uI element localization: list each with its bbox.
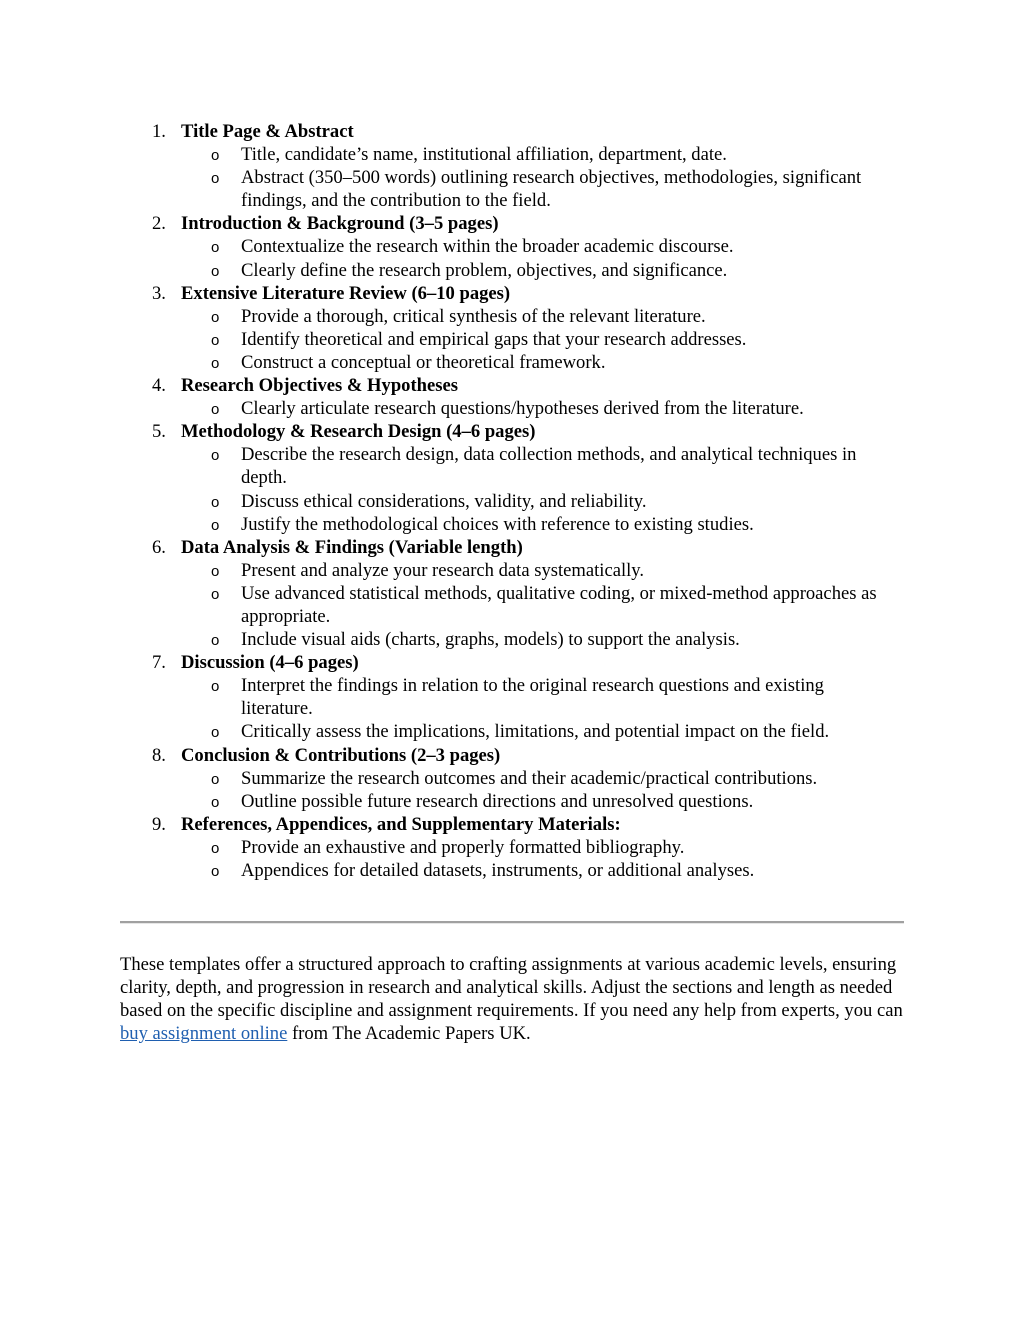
section-number: 8. — [152, 744, 166, 766]
section-number: 4. — [152, 375, 166, 397]
bullet-text: Clearly define the research problem, objectives, and significance. — [241, 259, 728, 281]
bullet-marker: o — [211, 863, 220, 880]
closing-text-after: from The Academic Papers UK. — [287, 1023, 531, 1045]
section-heading — [0, 651, 1024, 674]
bullet-text: Summarize the research outcomes and their academic/practical contributions. — [241, 767, 818, 789]
bullet-marker: o — [211, 239, 220, 257]
section-number: 9. — [152, 813, 166, 835]
bullet-text: Construct a conceptual or theoretical framework. — [241, 351, 606, 373]
bullet-item — [0, 166, 1024, 212]
section-title: Data Analysis & Findings (Variable length) — [181, 536, 523, 558]
bullet-marker: o — [211, 493, 220, 511]
bullet-marker: o — [211, 170, 220, 188]
closing-paragraph — [120, 953, 910, 1045]
bullet-text: Provide an exhaustive and properly formatted bibliography. — [241, 836, 685, 858]
bullet-text: Outline possible future research directions and unresolved questions. — [241, 790, 754, 812]
outline-section — [0, 536, 1024, 651]
bullet-item — [0, 259, 1024, 282]
section-title: Extensive Literature Review (6–10 pages) — [181, 282, 511, 304]
bullet-item — [0, 443, 1024, 489]
bullet-marker: o — [211, 839, 220, 857]
bullet-marker: o — [211, 632, 220, 650]
section-number: 5. — [152, 421, 166, 443]
bullet-text: Appendices for detailed datasets, instruments, or additional analyses. — [241, 860, 755, 881]
bullet-text: Clearly articulate research questions/hypotheses derived from the literature. — [241, 398, 804, 420]
outline-section — [0, 813, 1024, 882]
section-heading — [0, 813, 1024, 836]
buy-assignment-link[interactable]: buy assignment online — [120, 1023, 288, 1045]
bullet-item — [0, 328, 1024, 351]
section-heading — [0, 536, 1024, 559]
bullet-text: Use advanced statistical methods, qualitative coding, or mixed-method approaches as appropriate. — [241, 582, 877, 627]
bullet-marker: o — [211, 724, 220, 742]
bullet-marker: o — [211, 308, 220, 326]
section-number: 2. — [152, 213, 166, 235]
section-title: Methodology & Research Design (4–6 pages) — [181, 421, 536, 443]
outline-section — [0, 212, 1024, 281]
bullet-marker: o — [211, 793, 220, 811]
bullet-marker: o — [211, 585, 220, 603]
bullet-item — [0, 235, 1024, 258]
bullet-text: Identify theoretical and empirical gaps that your research addresses. — [241, 328, 747, 350]
section-title: Title Page & Abstract — [181, 121, 354, 142]
section-title: Research Objectives & Hypotheses — [181, 375, 458, 397]
bullet-item — [0, 790, 1024, 813]
bullet-marker: o — [211, 147, 220, 165]
section-heading — [0, 212, 1024, 235]
bullet-text: Present and analyze your research data systematically. — [241, 559, 645, 581]
bullet-item — [0, 513, 1024, 536]
section-number: 6. — [152, 536, 166, 558]
section-number: 7. — [152, 652, 166, 674]
bullet-item — [0, 143, 1024, 166]
bullet-text: Contextualize the research within the broader academic discourse. — [241, 236, 734, 258]
bullet-marker: o — [211, 401, 220, 419]
section-number: 1. — [152, 121, 166, 142]
outline-section — [0, 420, 1024, 535]
outline-section — [0, 744, 1024, 813]
section-title: References, Appendices, and Supplementary Materials: — [181, 813, 621, 835]
assignment-outline — [0, 120, 1024, 882]
bullet-text: Provide a thorough, critical synthesis of the relevant literature. — [241, 305, 706, 327]
bullet-marker: o — [211, 678, 220, 696]
bullet-text: Include visual aids (charts, graphs, models) to support the analysis. — [241, 629, 740, 651]
bullet-item — [0, 582, 1024, 628]
bullet-marker: o — [211, 516, 220, 534]
bullet-text: Title, candidate’s name, institutional affiliation, department, date. — [241, 144, 727, 166]
bullet-item — [0, 305, 1024, 328]
bullet-item — [0, 490, 1024, 513]
section-heading — [0, 420, 1024, 443]
bullet-text: Abstract (350–500 words) outlining research objectives, methodologies, significant findings, and the contribution to the field. — [241, 167, 862, 212]
section-heading — [0, 282, 1024, 305]
section-title: Discussion (4–6 pages) — [181, 652, 359, 674]
bullet-item — [0, 859, 1024, 882]
section-heading — [0, 120, 1024, 143]
section-title: Conclusion & Contributions (2–3 pages) — [181, 744, 501, 766]
bullet-item — [0, 351, 1024, 374]
bullet-text: Justify the methodological choices with reference to existing studies. — [241, 513, 754, 535]
bullet-marker: o — [211, 354, 220, 372]
bullet-item — [0, 767, 1024, 790]
section-heading — [0, 374, 1024, 397]
bullet-text: Interpret the findings in relation to the original research questions and existing literature. — [241, 675, 824, 720]
bullet-item — [0, 559, 1024, 582]
bullet-marker: o — [211, 447, 220, 465]
outline-section — [0, 374, 1024, 420]
bullet-text: Discuss ethical considerations, validity, and reliability. — [241, 490, 647, 512]
bullet-item — [0, 628, 1024, 651]
closing-text-before: These templates offer a structured approach to crafting assignments at various academic levels, ensuring clarity, depth, and progression in research and analytical skills. Adjust the sections and length as needed based on the specific discipline and assignment requirements. If you need any help from experts, you can — [120, 954, 903, 1022]
section-title: Introduction & Background (3–5 pages) — [181, 213, 499, 235]
bullet-marker: o — [211, 262, 220, 280]
bullet-text: Critically assess the implications, limitations, and potential impact on the field. — [241, 721, 830, 743]
bullet-marker: o — [211, 331, 220, 349]
outline-section — [0, 282, 1024, 374]
bullet-item — [0, 397, 1024, 420]
bullet-item — [0, 720, 1024, 743]
section-heading — [0, 744, 1024, 767]
horizontal-rule — [120, 921, 904, 924]
outline-section — [0, 120, 1024, 212]
bullet-marker: o — [211, 770, 220, 788]
bullet-item — [0, 674, 1024, 720]
bullet-item — [0, 836, 1024, 859]
outline-section — [0, 651, 1024, 743]
section-number: 3. — [152, 282, 166, 304]
bullet-marker: o — [211, 562, 220, 580]
bullet-text: Describe the research design, data collection methods, and analytical techniques in depth. — [241, 444, 857, 489]
